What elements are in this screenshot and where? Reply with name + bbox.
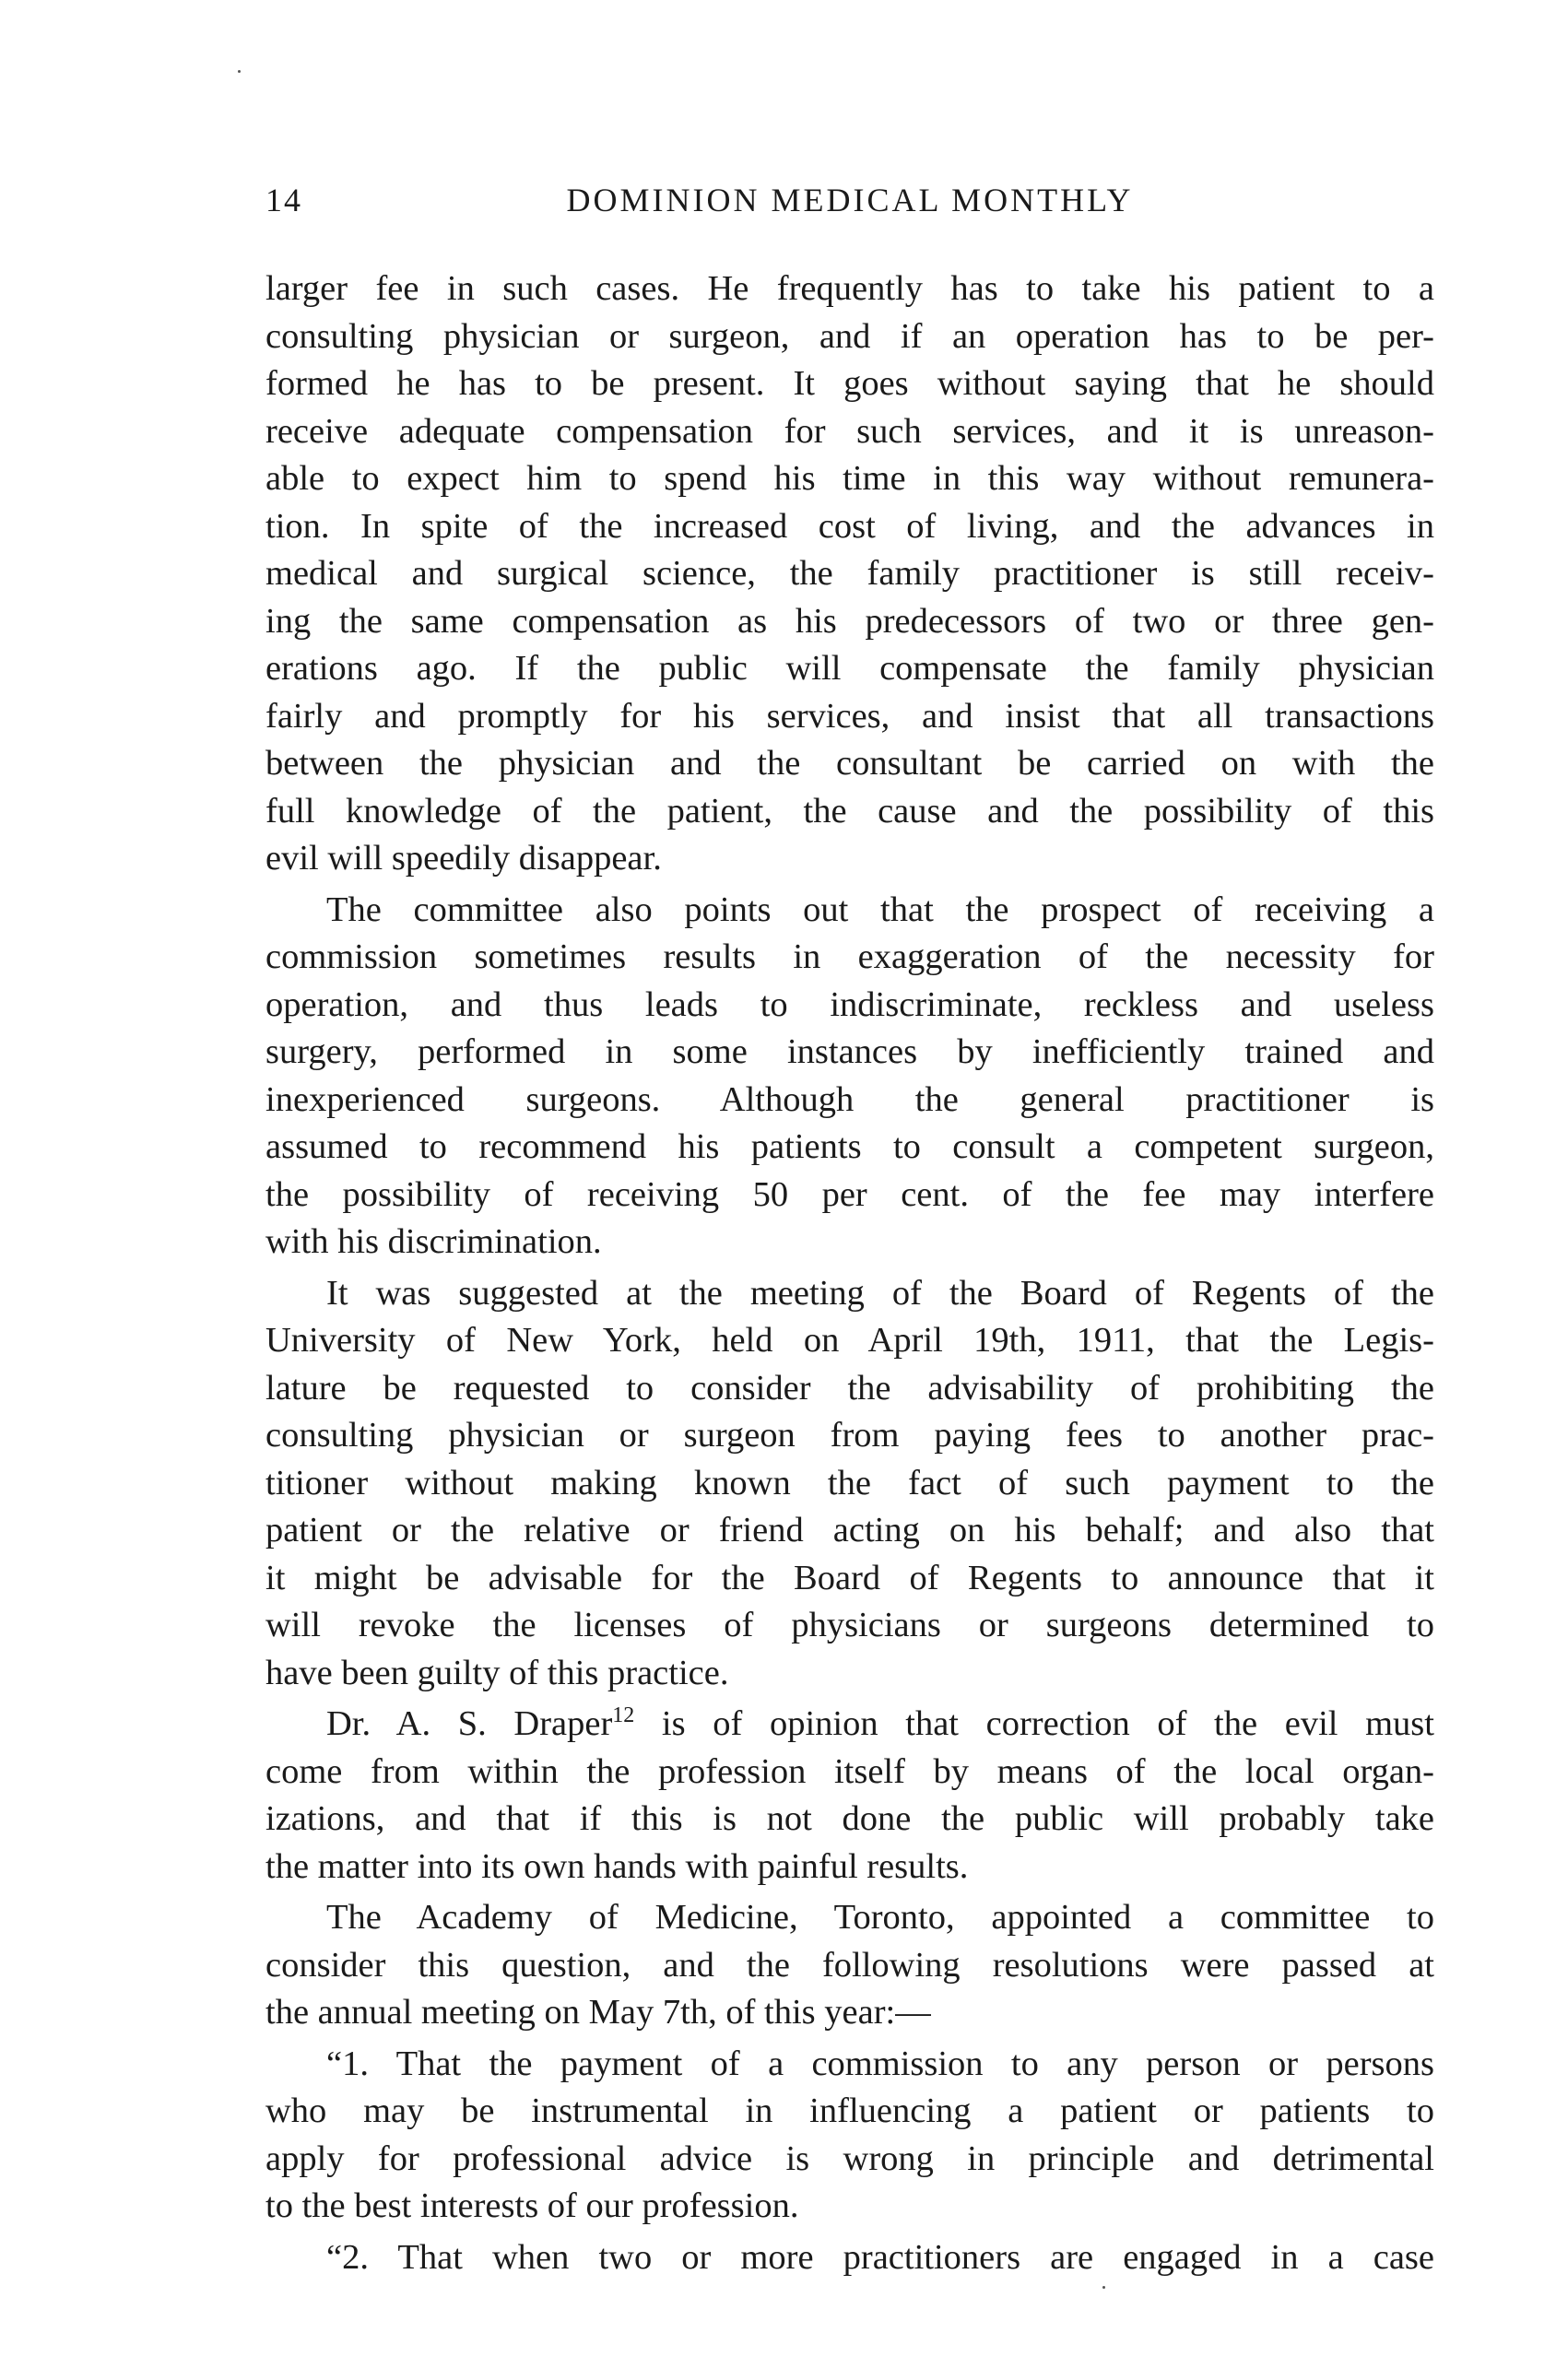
text-line: the annual meeting on May 7th, of this year:— xyxy=(265,1993,931,2032)
article-body xyxy=(265,265,1434,2285)
paragraph xyxy=(265,887,1434,1267)
text-line: tion. In spite of the increased cost of living, and the advances in xyxy=(265,506,1434,546)
paragraph xyxy=(265,1270,1434,1698)
paragraph xyxy=(265,265,1434,883)
text-line: have been guilty of this practice. xyxy=(265,1653,729,1692)
footnote-ref: 12 xyxy=(612,1703,635,1727)
text-line: apply for professional advice is wrong in principle and detrimental xyxy=(265,2138,1434,2178)
text-line: inexperienced surgeons. Although the general practitioner is xyxy=(265,1079,1434,1119)
text-line: The committee also points out that the prospect of receiving a xyxy=(326,890,1434,929)
text-line: will revoke the licenses of physicians or surgeons determined to xyxy=(265,1606,1434,1644)
text-line: operation, and thus leads to indiscriminate, reckless and useless xyxy=(265,984,1434,1024)
author-name: Dr. A. S. Draper xyxy=(326,1704,613,1743)
journal-title: DOMINION MEDICAL MONTHLY xyxy=(566,182,1134,218)
text-line: lature be requested to consider the advisability of prohibiting the xyxy=(265,1368,1434,1408)
text-line: ing the same compensation as his predecessors of two or three gen- xyxy=(265,601,1434,641)
text-line: erations ago. If the public will compensate the family physician xyxy=(265,649,1434,688)
text-line: medical and surgical science, the family practitioner is still receiv- xyxy=(265,554,1434,593)
text-fragment: is of opinion that correction of the evil must xyxy=(634,1704,1434,1743)
text-line: receive adequate compensation for such services, and it is unreason- xyxy=(265,411,1434,451)
text-line: formed he has to be present. It goes without saying that he should xyxy=(265,364,1434,403)
text-line xyxy=(265,1701,1434,1749)
text-line: able to expect him to spend his time in this way without remunera- xyxy=(265,459,1434,498)
text-line: izations, and that if this is not done the public will probably take xyxy=(265,1799,1434,1838)
text-line: It was suggested at the meeting of the Board of Regents of the xyxy=(326,1273,1434,1313)
text-line: between the physician and the consultant be carried on with the xyxy=(265,744,1434,783)
text-line: come from within the profession itself by means of the local organ- xyxy=(265,1751,1434,1791)
paragraph xyxy=(265,1894,1434,2037)
text-line: commission sometimes results in exaggeration of the necessity for xyxy=(265,937,1434,976)
text-line: with his discrimination. xyxy=(265,1222,602,1261)
paragraph xyxy=(265,1701,1434,1891)
text-line: the possibility of receiving 50 per cent. of the fee may interfere xyxy=(265,1174,1434,1214)
text-line: evil will speedily disappear. xyxy=(265,839,662,878)
text-line: larger fee in such cases. He frequently has to take his patient to a xyxy=(265,269,1434,308)
paragraph xyxy=(265,2041,1434,2231)
text-line: “1. That the payment of a commission to any person or persons xyxy=(326,2044,1434,2083)
text-line: who may be instrumental in influencing a patient or patients to xyxy=(265,2091,1434,2130)
text-line: to the best interests of our profession. xyxy=(265,2186,799,2225)
text-line: full knowledge of the patient, the cause and the possibility of this xyxy=(265,791,1434,831)
text-line: consulting physician or surgeon from paying fees to another prac- xyxy=(265,1416,1434,1455)
paper-speck xyxy=(1102,2286,1105,2289)
running-head xyxy=(265,181,1434,232)
paper-speck xyxy=(238,70,241,73)
text-line: assumed to recommend his patients to consult a competent surgeon, xyxy=(265,1127,1434,1166)
page-number: 14 xyxy=(265,182,302,218)
text-line: University of New York, held on April 19th, 1911, that the Legis- xyxy=(265,1321,1434,1360)
text-line: “2. That when two or more practitioners are engaged in a case xyxy=(326,2237,1434,2277)
text-line: the matter into its own hands with painful results. xyxy=(265,1846,969,1886)
text-line: consider this question, and the following resolutions were passed at xyxy=(265,1945,1434,1985)
text-line: it might be advisable for the Board of Regents to announce that it xyxy=(265,1558,1434,1597)
text-line: fairly and promptly for his services, and insist that all transactions xyxy=(265,696,1434,736)
text-line: consulting physician or surgeon, and if an operation has to be per- xyxy=(265,316,1434,356)
text-line: patient or the relative or friend acting on his behalf; and also that xyxy=(265,1511,1434,1549)
text-line: The Academy of Medicine, Toronto, appointed a committee to xyxy=(326,1898,1434,1937)
paragraph xyxy=(265,2234,1434,2282)
text-line: surgery, performed in some instances by inefficiently trained and xyxy=(265,1032,1434,1071)
text-line: titioner without making known the fact of such payment to the xyxy=(265,1463,1434,1502)
